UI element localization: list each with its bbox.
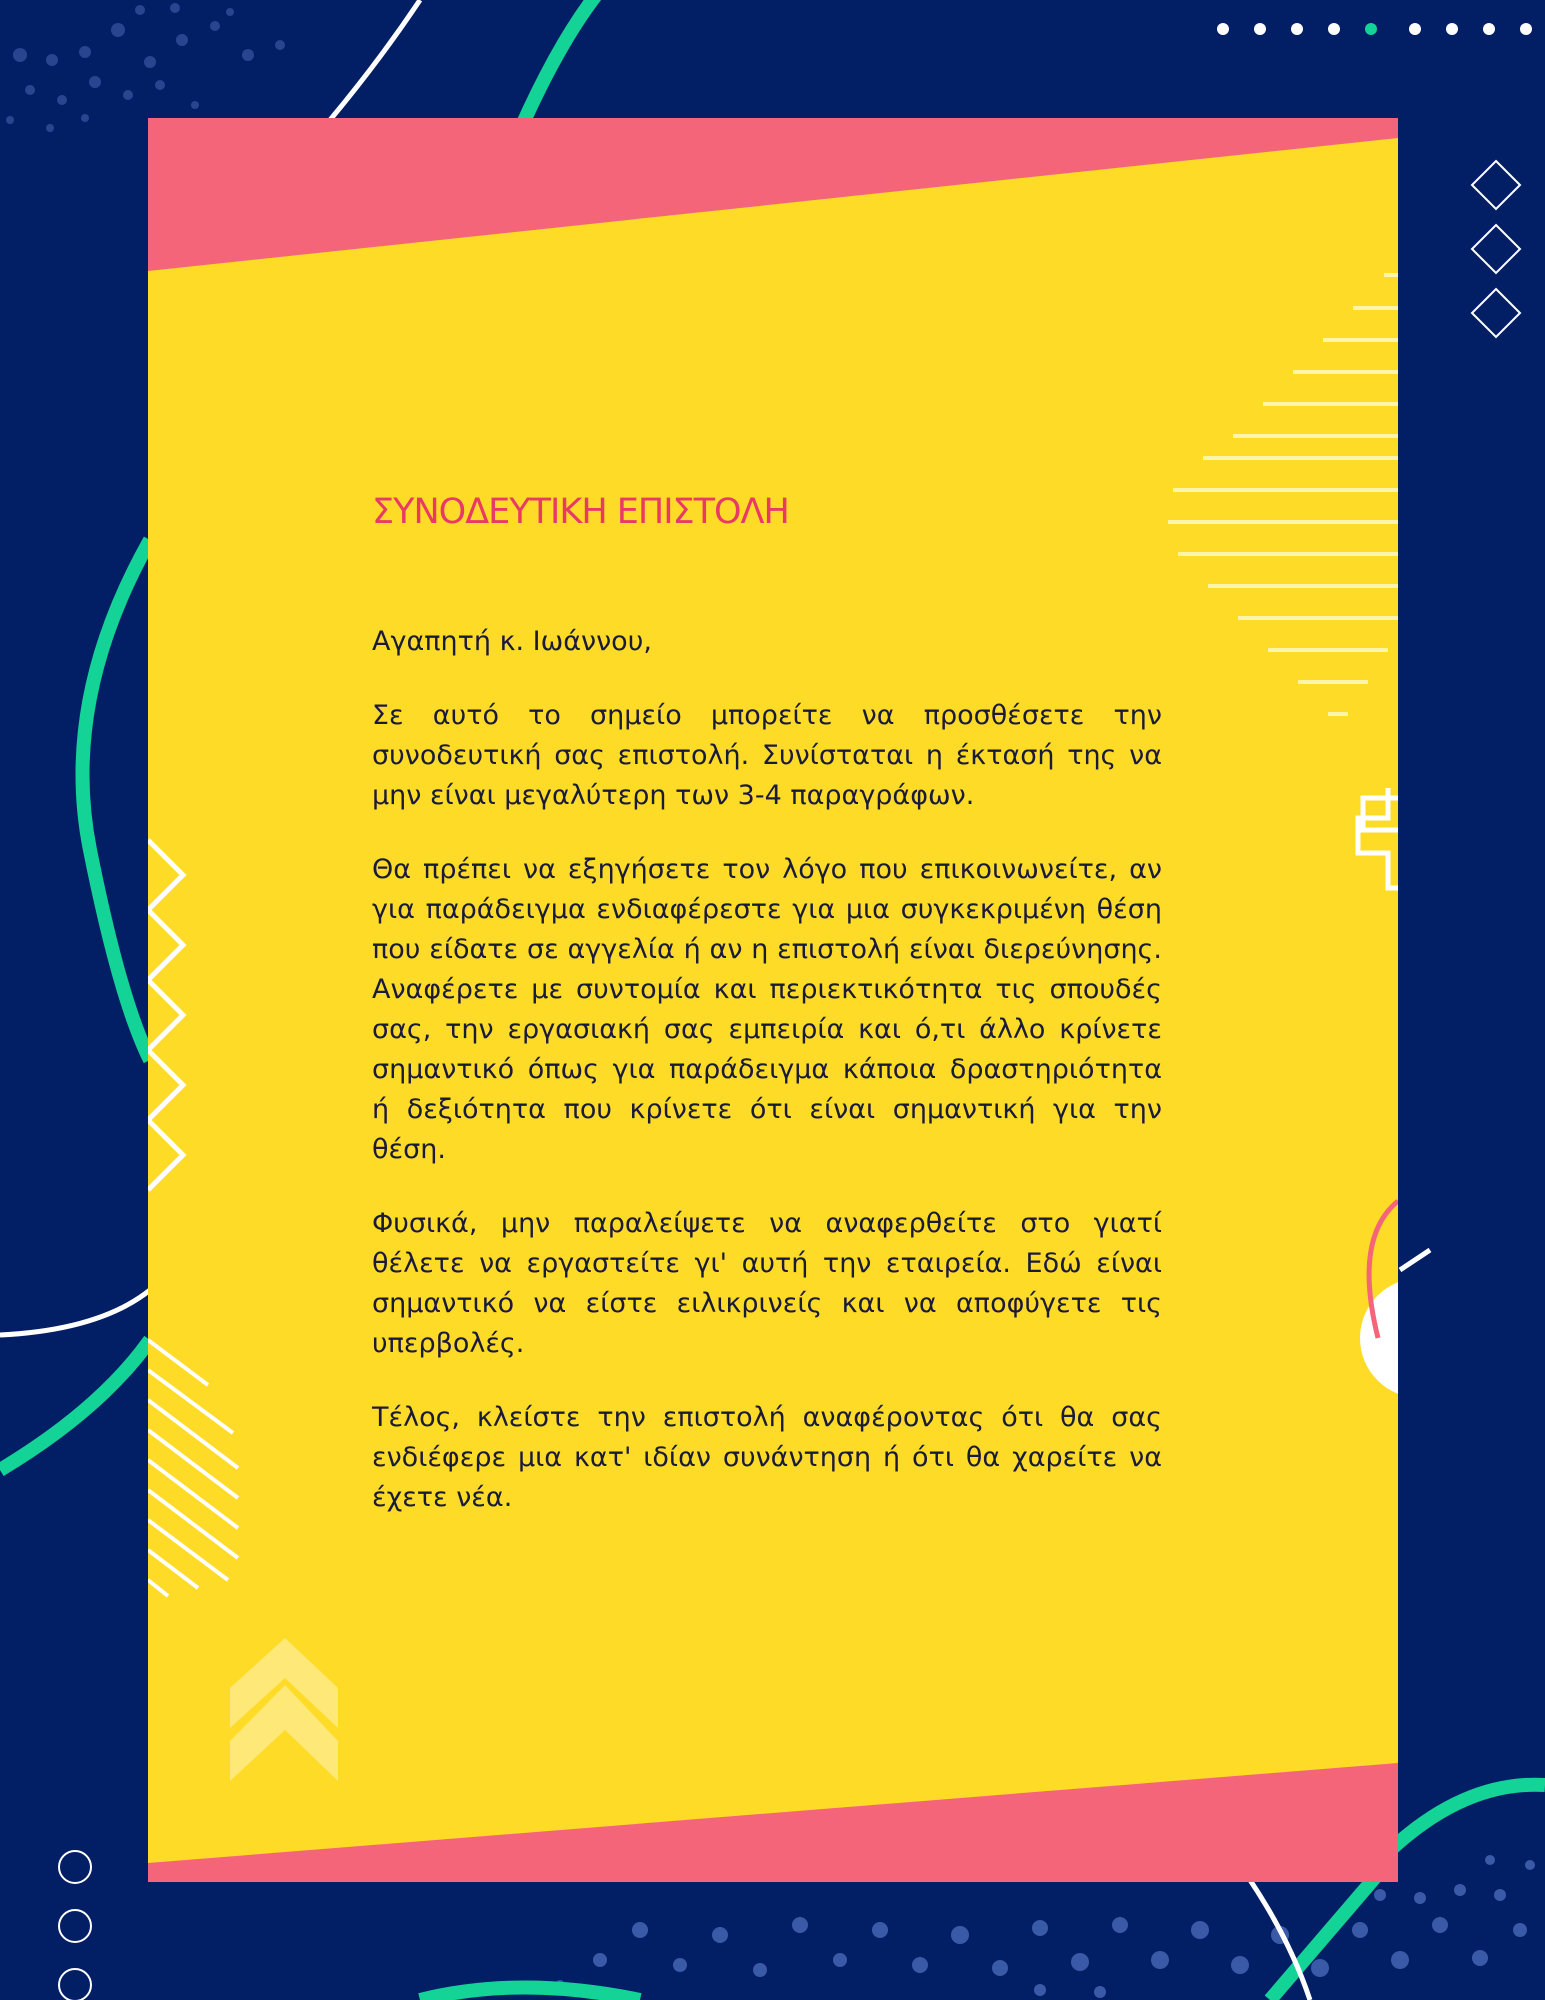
letter-page	[148, 118, 1398, 1882]
letter-paragraph: Φυσικά, μην παραλείψετε να αναφερθείτε στο γιατί θέλετε να εργαστείτε γι' αυτή την εταιρεία. Εδώ είναι σημαντικό να είστε ειλικρινείς και να αποφύγετε τις υπερβολές.	[372, 1208, 1162, 1359]
letter-content	[372, 492, 1162, 1552]
letter-paragraph: Θα πρέπει να εξηγήσετε τον λόγο που επικοινωνείτε, αν για παράδειγμα ενδιαφέρεστε για μια συγκεκριμένη θέση που είδατε σε αγγελία ή αν η επιστολή είναι διερεύνησης. Αναφέρετε με συντομία και περιεκτικότητα τις σπουδές σας, την εργασιακή σας εμπειρία και ό,τι άλλο κρίνετε σημαντικό όπως για παράδειγμα κάποια δραστηριότητα ή δεξιότητα που κρίνετε ότι είναι σημαντική για την θέση.	[372, 854, 1162, 1165]
letter-greeting: Αγαπητή κ. Ιωάννου,	[372, 626, 652, 657]
dots-row-icon	[1217, 23, 1532, 35]
letter-paragraph: Σε αυτό το σημείο μπορείτε να προσθέσετε την συνοδευτική σας επιστολή. Συνίσταται η έκτασή της να μην είναι μεγαλύτερη των 3-4 παραγράφων.	[372, 700, 1162, 811]
letter-paragraph: Τέλος, κλείστε την επιστολή αναφέροντας ότι θα σας ενδιέφερε μια κατ' ιδίαν συνάντηση ή ότι θα χαρείτε να έχετε νέα.	[372, 1402, 1162, 1513]
letter-title: ΣΥΝΟΔΕΥΤΙΚΗ ΕΠΙΣΤΟΛΗ	[372, 492, 789, 532]
